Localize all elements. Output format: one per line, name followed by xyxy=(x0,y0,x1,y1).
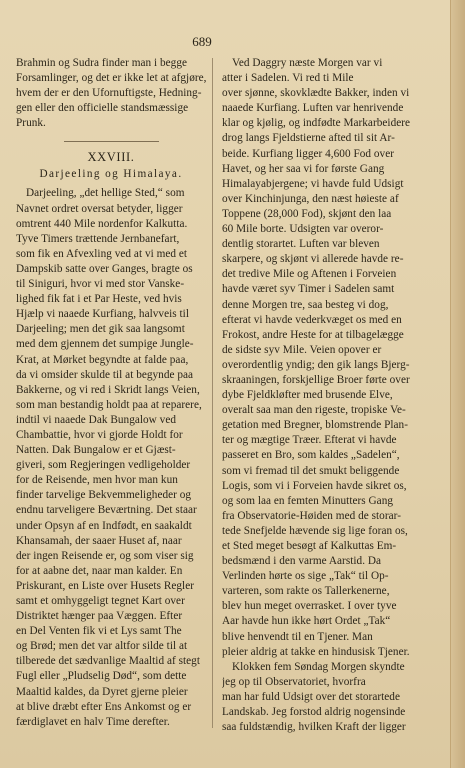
text-line: overalt saa man den rigeste, tropiske Ve- xyxy=(222,404,406,417)
text-line: som vi fremad til det smukt beliggende xyxy=(222,464,400,477)
text-line: under Opsyn af en Indfødt, en saakaldt xyxy=(16,519,192,532)
text-line: skraaningen, forskjellige Broer førte over xyxy=(222,373,410,386)
text-line: blev hun meget overrasket. I over tyve xyxy=(222,600,397,613)
text-line: havde været syv Timer i Sadelen samt xyxy=(222,283,395,296)
text-line: ter og mægtige Træer. Efterat vi havde xyxy=(222,434,397,447)
text-line: naaede Kurfiang. Luften var henrivende xyxy=(222,102,404,115)
text-line: skarpere, og skjønt vi allerede havde re- xyxy=(222,253,404,266)
text-line: Prunk. xyxy=(16,117,46,130)
text-line: finder tarvelige Bekvemmeligheder og xyxy=(16,489,192,502)
text-line: Khansamah, der saaer Huset af, naar xyxy=(16,534,182,547)
text-line: Ved Daggry næste Morgen var vi xyxy=(232,57,383,69)
text-line: en Del Venten fik vi et Lys samt The xyxy=(16,625,182,638)
text-line: bedsmænd i den varme Aarstid. Da xyxy=(222,555,382,568)
text-line: Bakkerne, og vi red i Skridt langs Veien, xyxy=(16,383,200,396)
text-line: som man bestandig holdt paa at reparere, xyxy=(16,398,202,411)
text-line: Havet, og her saa vi for første Gang xyxy=(222,162,385,175)
right-body xyxy=(222,56,417,735)
text-line: og Brød; men det var altfor silde til at xyxy=(16,640,188,653)
text-line: beide. Kurfiang ligger 4,600 Fod over xyxy=(222,147,395,160)
text-line: over Kinchinjunga, den næst høieste af xyxy=(222,192,399,205)
section-rule xyxy=(64,141,159,142)
text-line: Dampskib satte over Ganges, bragte os xyxy=(16,262,193,275)
text-line: færdiglavet en halv Time derefter. xyxy=(16,715,170,728)
text-line: Tyve Timers trættende Jernbanefart, xyxy=(16,232,180,245)
text-line: Navnet ordret oversat betyder, ligger xyxy=(16,202,183,215)
text-line: giveri, som Regjeringen vedligeholder xyxy=(16,459,191,472)
text-line: da vi omsider skulde til at begynde paa xyxy=(16,368,194,381)
text-line: efterat vi havde vederkvæget os med en xyxy=(222,313,402,326)
text-line: Klokken fem Søndag Morgen skyndte xyxy=(232,660,405,673)
text-line: for de Reisende, men hvor man kun xyxy=(16,474,178,487)
text-line: endnu tarveligere Beværtning. Det staar xyxy=(16,504,197,517)
text-line: Brahmin og Sudra finder man i begge xyxy=(16,57,188,69)
text-line: Hjælp vi naaede Kurfiang, halvveis til xyxy=(16,308,189,321)
text-line: dybe Fjeldkløfter med brusende Elve, xyxy=(222,389,393,402)
text-line: Forsamlinger, og det er ikke let at afgjøre, xyxy=(16,72,206,85)
text-line: der ingen Reisende er, og som viser sig xyxy=(16,549,194,562)
text-line: Landskab. Jeg forstod aldrig nogensinde xyxy=(222,706,406,719)
text-line: med dem gjennem det sumpige Jungle- xyxy=(16,338,194,351)
text-line: getation med Bregner, blomstrende Plan- xyxy=(222,419,408,432)
text-line: Toppene (28,000 Fod), skjønt den laa xyxy=(222,207,392,220)
text-line: jeg op til Observatoriet, hvorfra xyxy=(222,675,366,688)
text-line: tede Snefjelde hævende sig lige foran os, xyxy=(222,524,408,537)
text-line: samt et omhyggeligt tegnet Kart over xyxy=(16,595,185,607)
text-line: til Siniguri, hvor vi med stor Vanske- xyxy=(16,278,185,291)
section-heading: XXVIII. xyxy=(87,150,135,165)
right-column xyxy=(222,56,417,735)
text-line: Krat, at Mørket begyndte at falde paa, xyxy=(16,353,189,366)
text-line: Chambattie, hvor vi gjorde Holdt for xyxy=(16,428,183,441)
section-subheading: Darjeeling og Himalaya. xyxy=(39,168,183,181)
text-line: Verlinden hørte os sige „Tak“ til Op- xyxy=(222,570,389,583)
text-line: omtrent 440 Mile nordenfor Kalkutta. xyxy=(16,217,188,230)
left-body xyxy=(16,186,206,729)
text-line: et Sted meget besøgt af Kalkuttas Em- xyxy=(222,540,397,552)
text-line: Darjeeling; men det gik saa langsomt xyxy=(16,323,185,336)
text-line: Distriktet hænger paa Væggen. Efter xyxy=(16,610,183,623)
text-line: tilberede det sædvanlige Maaltid af stegt xyxy=(16,655,200,668)
text-line: 60 Mile borte. Udsigten var overor- xyxy=(222,223,384,236)
text-line: gen eller den officielle standsmæssige xyxy=(16,102,189,115)
text-line: klar og kjølig, og indfødte Markarbeidere xyxy=(222,117,411,130)
text-line: denne Morgen tre, saa besteg vi dog, xyxy=(222,298,389,311)
text-line: Himalayabjergene; vi havde fuld Udsigt xyxy=(222,177,404,190)
text-line: blive henvendt til en Tjener. Man xyxy=(222,630,373,643)
text-line: saa fuldstændig, hvilken Kraft der ligger xyxy=(222,721,406,734)
text-line: indtil vi naaede Dak Bungalow ved xyxy=(16,413,177,426)
text-line: pleier aldrig at takke en hindusisk Tjener. xyxy=(222,645,410,658)
text-line: Natten. Dak Bungalow er et Gjæst- xyxy=(16,444,176,457)
text-line: atter i Sadelen. Vi red ti Mile xyxy=(222,72,354,85)
text-line: fra Observatorie-Høiden med de storar- xyxy=(222,509,401,522)
left-intro xyxy=(16,56,206,131)
text-line: og som laa en femten Minutters Gang xyxy=(222,494,394,507)
column-divider xyxy=(212,58,213,728)
text-line: hvem der er den Ufornuftigste, Hedning- xyxy=(16,87,202,100)
text-line: som fik en Afvexling ved at vi med et xyxy=(16,247,188,260)
text-line: Aar havde hun ikke hørt Ordet „Tak“ xyxy=(222,615,391,628)
text-line: over sjønne, skovklædte Bakker, inden vi xyxy=(222,87,410,100)
text-line: passeret en Bro, som kaldes „Sadelen“, xyxy=(222,449,400,462)
page-edge xyxy=(450,0,465,768)
text-line: at blive dræbt efter Ens Ankomst og er xyxy=(16,700,192,713)
text-line: de sidste syv Mile. Veien opover er xyxy=(222,343,382,356)
text-line: for at aabne det, naar man kalder. En xyxy=(16,564,183,577)
text-line: man har fuld Udsigt over det storartede xyxy=(222,690,400,703)
text-line: Maaltid kaldes, da Dyret gjerne pleier xyxy=(16,685,188,698)
text-line: lighed fik fat i et Par Heste, ved hvis xyxy=(16,293,182,306)
text-line: det tredive Mile og Aftenen i Forveien xyxy=(222,268,397,281)
text-line: Frokost, andre Heste for at tilbagelægge xyxy=(222,328,404,341)
text-line: Logis, som vi i Forveien havde sikret os, xyxy=(222,479,407,492)
page-number: 689 xyxy=(192,34,212,49)
text-line: Priskurant, en Liste over Husets Regler xyxy=(16,579,195,592)
text-line: Darjeeling, „det hellige Sted,“ som xyxy=(26,187,185,200)
left-column xyxy=(16,56,206,730)
text-line: drog langs Fjeldstierne afted til sit Ar- xyxy=(222,132,395,145)
text-line: dentlig storartet. Luften var bleven xyxy=(222,238,380,251)
text-line: Fugl eller „Pludselig Død“, som dette xyxy=(16,670,187,683)
text-line: overordentlig yndig; den gik langs Bjerg- xyxy=(222,358,410,371)
text-line: varteren, som rakte os Tallerkenerne, xyxy=(222,585,390,598)
